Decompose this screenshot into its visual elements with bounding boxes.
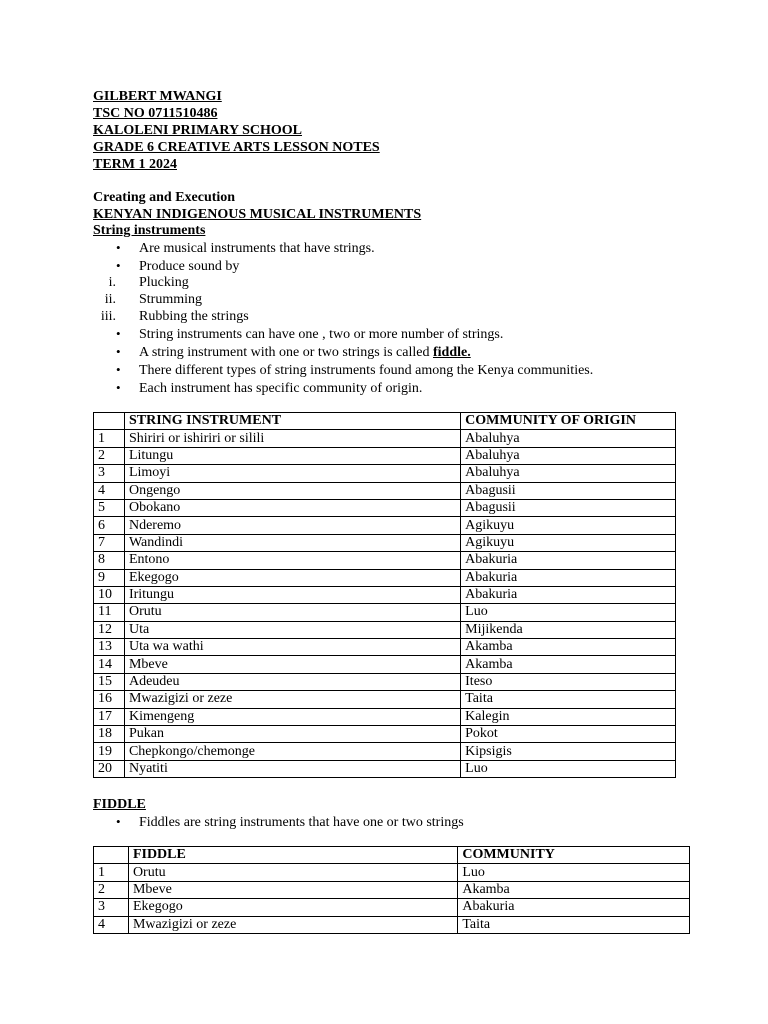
- fiddles-table: [93, 846, 690, 934]
- table-row: [94, 586, 676, 603]
- roman-item-text: Plucking: [139, 275, 189, 290]
- row-number-cell: 20: [94, 760, 125, 777]
- row-number-cell: 19: [94, 743, 125, 760]
- bullet-dot-icon: •: [116, 814, 121, 829]
- instrument-cell: Ongengo: [124, 482, 460, 499]
- roman-numeral: i.: [108, 275, 116, 290]
- community-cell: Abagusii: [461, 499, 676, 516]
- row-number-cell: 9: [94, 569, 125, 586]
- bullet-text: Produce sound by: [139, 259, 240, 274]
- community-cell: Akamba: [461, 639, 676, 656]
- row-number-cell: 4: [94, 916, 129, 933]
- community-cell: Luo: [458, 864, 690, 881]
- fiddle-heading: FIDDLE: [93, 797, 146, 812]
- table-row: [94, 621, 676, 638]
- instrument-cell: Wandindi: [124, 534, 460, 551]
- bullet-dot-icon: •: [116, 344, 121, 359]
- table-row: [94, 552, 676, 569]
- table-row: [94, 639, 676, 656]
- tsc-number: TSC NO 0711510486: [93, 106, 218, 121]
- bullet-text: Each instrument has specific community of origin.: [139, 381, 423, 396]
- table-header-cell: FIDDLE: [128, 847, 457, 864]
- roman-item-text: Strumming: [139, 292, 203, 307]
- table-row: [94, 430, 676, 447]
- instrument-cell: Litungu: [124, 447, 460, 464]
- table-row: [94, 899, 690, 916]
- row-number-cell: 14: [94, 656, 125, 673]
- community-cell: Akamba: [458, 881, 690, 898]
- topic-title: KENYAN INDIGENOUS MUSICAL INSTRUMENTS: [93, 207, 422, 222]
- row-number-cell: 6: [94, 517, 125, 534]
- strand-title: Creating and Execution: [93, 190, 236, 205]
- community-cell: Abagusii: [461, 482, 676, 499]
- term-label: TERM 1 2024: [93, 157, 177, 172]
- community-cell: Luo: [461, 760, 676, 777]
- community-cell: Akamba: [461, 656, 676, 673]
- table-header-cell: [94, 847, 129, 864]
- community-cell: Luo: [461, 604, 676, 621]
- instrument-cell: Obokano: [124, 499, 460, 516]
- community-cell: Agikuyu: [461, 534, 676, 551]
- roman-item-text: Rubbing the strings: [139, 309, 249, 324]
- row-number-cell: 3: [94, 465, 125, 482]
- table-row: [94, 743, 676, 760]
- community-cell: Abakuria: [461, 552, 676, 569]
- table-row: [94, 517, 676, 534]
- community-cell: Kipsigis: [461, 743, 676, 760]
- community-cell: Abakuria: [461, 586, 676, 603]
- instrument-cell: Iritungu: [124, 586, 460, 603]
- table-row: [94, 881, 690, 898]
- instrument-cell: Pukan: [124, 726, 460, 743]
- community-cell: Agikuyu: [461, 517, 676, 534]
- table-row: [94, 465, 676, 482]
- row-number-cell: 10: [94, 586, 125, 603]
- table-row: [94, 656, 676, 673]
- row-number-cell: 17: [94, 708, 125, 725]
- instrument-cell: Adeudeu: [124, 673, 460, 690]
- table-header-row: [94, 413, 676, 430]
- instrument-cell: Shiriri or ishiriri or silili: [124, 430, 460, 447]
- instrument-cell: Mbeve: [128, 881, 457, 898]
- community-cell: Kalegin: [461, 708, 676, 725]
- community-cell: Iteso: [461, 673, 676, 690]
- fiddle-term: fiddle.: [432, 345, 471, 360]
- subject-title: GRADE 6 CREATIVE ARTS LESSON NOTES: [93, 140, 380, 155]
- roman-numeral: ii.: [104, 292, 116, 307]
- bullet-text: Are musical instruments that have strings.: [139, 241, 375, 256]
- table-row: [94, 482, 676, 499]
- bullet-text-lead: A string instrument with one or two strings is called: [139, 345, 433, 360]
- row-number-cell: 1: [94, 430, 125, 447]
- roman-numeral: iii.: [100, 309, 116, 324]
- row-number-cell: 15: [94, 673, 125, 690]
- instrument-cell: Nderemo: [124, 517, 460, 534]
- instrument-cell: Mwazigizi or zeze: [124, 691, 460, 708]
- bullet-dot-icon: •: [116, 258, 121, 273]
- bullet-dot-icon: •: [116, 326, 121, 341]
- row-number-cell: 5: [94, 499, 125, 516]
- table-row: [94, 708, 676, 725]
- row-number-cell: 13: [94, 639, 125, 656]
- row-number-cell: 18: [94, 726, 125, 743]
- table-header-cell: COMMUNITY: [458, 847, 690, 864]
- instrument-cell: Mwazigizi or zeze: [128, 916, 457, 933]
- row-number-cell: 4: [94, 482, 125, 499]
- table-row: [94, 691, 676, 708]
- instrument-cell: Mbeve: [124, 656, 460, 673]
- table-row: [94, 864, 690, 881]
- community-cell: Abaluhya: [461, 430, 676, 447]
- instrument-cell: Orutu: [124, 604, 460, 621]
- instrument-cell: Kimengeng: [124, 708, 460, 725]
- row-number-cell: 16: [94, 691, 125, 708]
- table-row: [94, 604, 676, 621]
- instrument-cell: Ekegogo: [124, 569, 460, 586]
- bullet-text: String instruments can have one , two or more number of strings.: [139, 327, 504, 342]
- table-header-cell: STRING INSTRUMENT: [124, 413, 460, 430]
- community-cell: Abakuria: [458, 899, 690, 916]
- bullet-dot-icon: •: [116, 362, 121, 377]
- author-name: GILBERT MWANGI: [93, 89, 222, 104]
- row-number-cell: 11: [94, 604, 125, 621]
- instrument-cell: Orutu: [128, 864, 457, 881]
- table-row: [94, 447, 676, 464]
- row-number-cell: 8: [94, 552, 125, 569]
- community-cell: Taita: [458, 916, 690, 933]
- subtopic-title: String instruments: [93, 223, 206, 238]
- instrument-cell: Uta: [124, 621, 460, 638]
- instrument-cell: Uta wa wathi: [124, 639, 460, 656]
- table-row: [94, 499, 676, 516]
- bullet-dot-icon: •: [116, 240, 121, 255]
- row-number-cell: 2: [94, 447, 125, 464]
- string-instruments-table: [93, 412, 676, 778]
- community-cell: Mijikenda: [461, 621, 676, 638]
- table-header-cell: [94, 413, 125, 430]
- bullet-text: Fiddles are string instruments that have one or two strings: [139, 815, 464, 830]
- table-row: [94, 726, 676, 743]
- instrument-cell: Limoyi: [124, 465, 460, 482]
- bullet-dot-icon: •: [116, 380, 121, 395]
- community-cell: Abakuria: [461, 569, 676, 586]
- school-name: KALOLENI PRIMARY SCHOOL: [93, 123, 303, 138]
- table-header-row: [94, 847, 690, 864]
- table-row: [94, 916, 690, 933]
- row-number-cell: 12: [94, 621, 125, 638]
- community-cell: Abaluhya: [461, 447, 676, 464]
- bullet-text: There different types of string instruments found among the Kenya communities.: [139, 363, 594, 378]
- instrument-cell: Nyatiti: [124, 760, 460, 777]
- table-header-cell: COMMUNITY OF ORIGIN: [461, 413, 676, 430]
- instrument-cell: Entono: [124, 552, 460, 569]
- table-row: [94, 534, 676, 551]
- bullet-text: [139, 344, 471, 361]
- row-number-cell: 1: [94, 864, 129, 881]
- community-cell: Taita: [461, 691, 676, 708]
- instrument-cell: Chepkongo/chemonge: [124, 743, 460, 760]
- table-row: [94, 673, 676, 690]
- row-number-cell: 3: [94, 899, 129, 916]
- table-row: [94, 760, 676, 777]
- row-number-cell: 7: [94, 534, 125, 551]
- instrument-cell: Ekegogo: [128, 899, 457, 916]
- community-cell: Abaluhya: [461, 465, 676, 482]
- table-row: [94, 569, 676, 586]
- community-cell: Pokot: [461, 726, 676, 743]
- row-number-cell: 2: [94, 881, 129, 898]
